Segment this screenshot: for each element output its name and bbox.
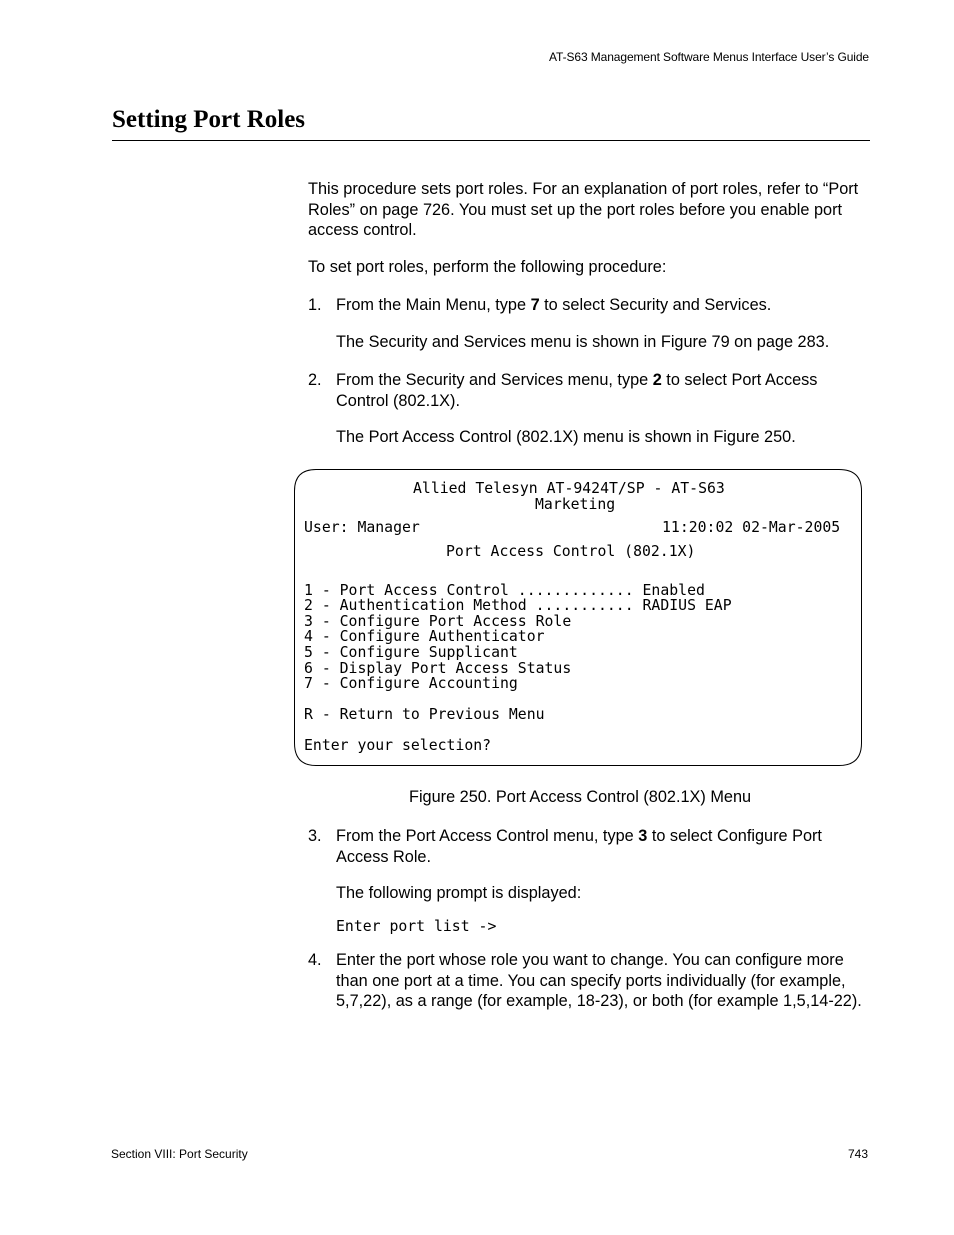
section-title: Setting Port Roles (112, 106, 306, 133)
step-note: The Security and Services menu is shown in Figure 79 on page 283. (336, 333, 830, 351)
terminal-prompt: Enter your selection? (304, 737, 492, 754)
step-note: The following prompt is displayed: (336, 884, 582, 902)
key-value: 7 (530, 296, 540, 314)
step-text: Enter the port whose role you want to change. You can configure more than one port at a time. You can specify ports individually (for example, 5,7,22), as a range (for example, 18-23), or both (for example 1,5,14-22). (336, 951, 862, 1010)
menu-item-return: R - Return to Previous Menu (304, 706, 545, 723)
terminal-screen (294, 469, 862, 766)
key-value: 3 (638, 827, 648, 845)
intro-paragraph: This procedure sets port roles. For an explanation of port roles, refer to “Port Roles” on page 726. You must set up the port roles before you enable port access control. (308, 180, 859, 239)
step-note: The Port Access Control (802.1X) menu is shown in Figure 250. (336, 428, 796, 446)
figure-caption: Figure 250. Port Access Control (802.1X) Menu (409, 788, 752, 806)
step-text: From the Main Menu, type 7 to select Security and Services. (336, 296, 772, 314)
title-rule (112, 140, 870, 141)
procedure-intro: To set port roles, perform the following procedure: (308, 258, 667, 276)
running-header: AT-S63 Management Software Menus Interface User’s Guide (549, 50, 869, 64)
menu-item: 7 - Configure Accounting (304, 675, 518, 692)
terminal-subtitle: Marketing (535, 496, 616, 513)
menu-item: 1 - Port Access Control ............. Enabled (304, 582, 705, 599)
step-number: 1. (308, 296, 322, 314)
step-number: 2. (308, 371, 322, 389)
terminal-datetime: 11:20:02 02-Mar-2005 (662, 519, 841, 536)
menu-item: 2 - Authentication Method ........... RADIUS EAP (304, 597, 732, 614)
terminal-title: Allied Telesyn AT-9424T/SP - AT-S63 (413, 480, 725, 497)
menu-item: 6 - Display Port Access Status (304, 660, 572, 677)
terminal-user: User: Manager (304, 519, 420, 536)
step-number: 4. (308, 951, 322, 969)
key-value: 2 (652, 371, 662, 389)
footer-section: Section VIII: Port Security (111, 1147, 248, 1161)
menu-item: 5 - Configure Supplicant (304, 644, 518, 661)
step-number: 3. (308, 827, 322, 845)
menu-item: 3 - Configure Port Access Role (304, 613, 572, 630)
menu-item: 4 - Configure Authenticator (304, 628, 545, 645)
terminal-menu-title: Port Access Control (802.1X) (446, 543, 696, 560)
port-list-prompt: Enter port list -> (336, 918, 497, 935)
step-text: From the Security and Services menu, type 2 to select Port Access Control (802.1X). (336, 371, 818, 410)
step-text: From the Port Access Control menu, type 3 to select Configure Port Access Role. (336, 827, 822, 866)
page-number: 743 (847, 1147, 868, 1161)
